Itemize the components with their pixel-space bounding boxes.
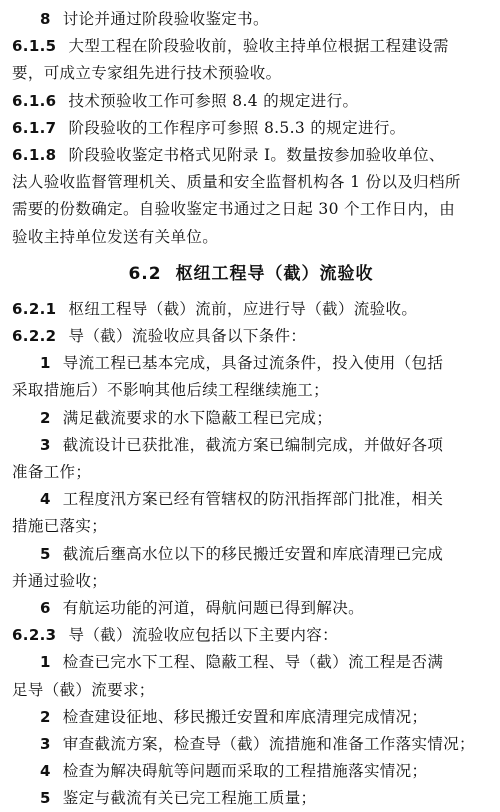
continuation-line	[12, 377, 490, 404]
list-item-line	[12, 595, 490, 622]
line-text: 检查已完水下工程、隐蔽工程、导（截）流工程是否满	[62, 653, 444, 672]
item-number: 2	[40, 408, 51, 427]
item-number: 5	[40, 789, 51, 808]
clause-line	[12, 88, 490, 115]
list-item-line	[12, 731, 490, 758]
continuation-line	[12, 169, 490, 196]
line-text: 截流后壅高水位以下的移民搬迁安置和库底清理已完成	[62, 544, 444, 563]
item-number: 5	[40, 544, 51, 563]
continuation-line	[12, 677, 490, 704]
line-text: 大型工程在阶段验收前，验收主持单位根据工程建设需	[68, 37, 449, 56]
line-text: 审查截流方案，检查导（截）流措施和准备工作落实情况；	[62, 734, 475, 753]
item-number: 8	[40, 10, 51, 28]
continuation-line	[12, 224, 490, 251]
line-text: 导（截）流验收应具备以下条件：	[68, 327, 307, 346]
line-text: 枢纽工程导（截）流前，应进行导（截）流验收。	[68, 299, 418, 318]
clause-number: 6.1.8	[12, 145, 57, 164]
line-text: 准备工作；	[12, 463, 92, 481]
clause-line	[12, 622, 490, 649]
list-item-line	[12, 785, 490, 812]
list-item-line	[12, 649, 490, 676]
continuation-line	[12, 60, 490, 87]
line-text: 需要的份数确定。自验收鉴定书通过之日起 30 个工作日内，由	[12, 200, 456, 219]
section-6-1-tail	[12, 6, 490, 251]
line-text: 讨论并通过阶段验收鉴定书。	[62, 10, 269, 28]
section-number: 6.2	[128, 263, 162, 284]
item-number: 3	[40, 435, 51, 454]
line-text: 导流工程已基本完成，具备过流条件，投入使用（包括	[62, 354, 444, 373]
clause-line	[12, 323, 490, 350]
line-text: 措施已落实；	[12, 517, 108, 536]
line-text: 验收主持单位发送有关单位。	[12, 227, 219, 246]
list-item-line	[12, 541, 490, 568]
continuation-line	[12, 513, 490, 540]
line-text: 工程度汛方案已经有管辖权的防汛指挥部门批准，相关	[62, 490, 444, 509]
line-text: 要，可成立专家组先进行技术预验收。	[12, 64, 282, 83]
line-text: 并通过验收；	[12, 571, 108, 590]
clause-number: 6.1.5	[12, 37, 57, 56]
item-number: 2	[40, 707, 51, 726]
clause-line	[12, 296, 490, 323]
clause-number: 6.2.2	[12, 327, 57, 346]
line-text: 截流设计已获批准，截流方案已编制完成，并做好各项	[62, 435, 444, 454]
line-text: 法人验收监督管理机关、质量和安全监督机构各 1 份以及归档所	[12, 173, 461, 192]
list-item-line	[12, 6, 490, 33]
item-number: 4	[40, 762, 51, 781]
line-text: 技术预验收工作可参照 8.4 的规定进行。	[68, 91, 359, 110]
list-item-line	[12, 350, 490, 377]
section-6-2-body	[12, 296, 490, 812]
clause-number: 6.2.3	[12, 626, 57, 645]
list-item-line	[12, 432, 490, 459]
line-text: 阶段验收鉴定书格式见附录 I。数量按参加验收单位、	[68, 145, 445, 164]
clause-number: 6.1.6	[12, 91, 57, 110]
item-number: 4	[40, 490, 51, 509]
list-item-line	[12, 758, 490, 785]
line-text: 鉴定与截流有关已完工程施工质量；	[62, 789, 317, 808]
item-number: 6	[40, 598, 51, 617]
section-heading	[12, 261, 490, 288]
item-number: 1	[40, 354, 51, 373]
clause-line	[12, 142, 490, 169]
clause-line	[12, 33, 490, 60]
line-text: 检查为解决碍航等问题而采取的工程措施落实情况；	[62, 762, 428, 781]
list-item-line	[12, 486, 490, 513]
line-text: 采取措施后）不影响其他后续工程继续施工；	[12, 381, 330, 400]
list-item-line	[12, 704, 490, 731]
continuation-line	[12, 196, 490, 223]
clause-number: 6.1.7	[12, 118, 57, 137]
clause-line	[12, 115, 490, 142]
line-text: 足导（截）流要求；	[12, 680, 155, 699]
section-title: 枢纽工程导（截）流验收	[175, 263, 374, 284]
line-text: 导（截）流验收应包括以下主要内容：	[68, 626, 338, 645]
item-number: 3	[40, 734, 51, 753]
list-item-line	[12, 405, 490, 432]
item-number: 1	[40, 653, 51, 672]
clause-number: 6.2.1	[12, 299, 57, 318]
line-text: 满足截流要求的水下隐蔽工程已完成；	[62, 408, 333, 427]
continuation-line	[12, 459, 490, 486]
line-text: 阶段验收的工作程序可参照 8.5.3 的规定进行。	[68, 118, 406, 137]
line-text: 检查建设征地、移民搬迁安置和库底清理完成情况；	[62, 707, 428, 726]
continuation-line	[12, 568, 490, 595]
line-text: 有航运功能的河道，碍航问题已得到解决。	[62, 598, 364, 617]
